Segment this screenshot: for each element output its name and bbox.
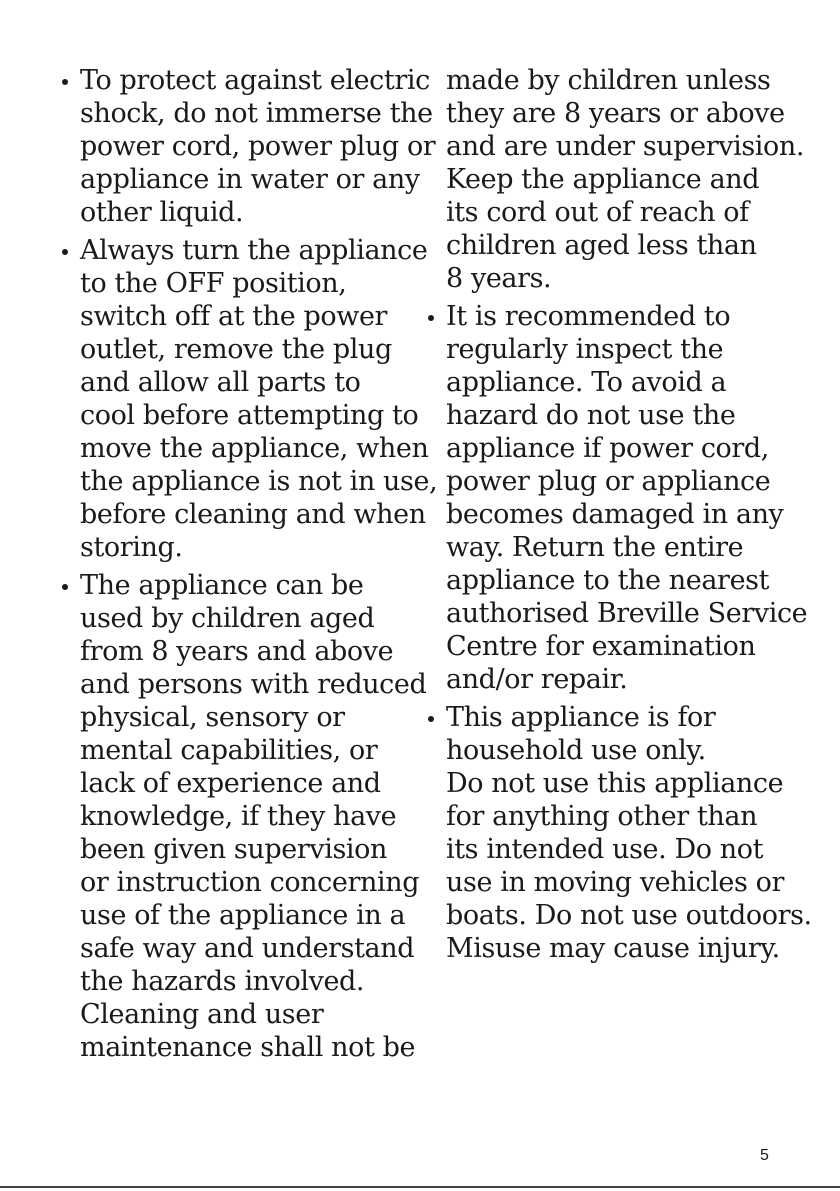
paragraph-line: Cleaning and user — [80, 999, 324, 1030]
bullet-dot — [62, 249, 68, 255]
paragraph-line: lack of experience and — [80, 768, 381, 799]
paragraph-line: cool before attempting to — [80, 400, 419, 431]
page-number: 5 — [760, 1147, 769, 1164]
paragraph-line: regularly inspect the — [446, 334, 724, 365]
paragraph-line: appliance to the nearest — [446, 565, 770, 596]
paragraph-line: used by children aged — [80, 603, 375, 634]
paragraph-line: appliance in water or any — [80, 164, 420, 195]
paragraph-line: before cleaning and when — [80, 499, 426, 530]
paragraph-line: To protect against electric — [80, 65, 430, 96]
paragraph-line: It is recommended to — [446, 301, 731, 332]
bullet-dot — [428, 315, 434, 321]
paragraph-line: use in moving vehicles or — [446, 867, 785, 898]
paragraph-line: and/or repair. — [446, 664, 628, 695]
paragraph-line: made by children unless — [446, 65, 771, 96]
paragraph-line: its intended use. Do not — [446, 834, 764, 865]
paragraph-line: safe way and understand — [80, 933, 415, 964]
paragraph-line: mental capabilities, or — [80, 735, 378, 766]
paragraph-line: The appliance can be — [80, 570, 364, 601]
paragraph-line: household use only. — [446, 735, 706, 766]
paragraph-line: the hazards involved. — [80, 966, 365, 997]
paragraph-line: and allow all parts to — [80, 367, 361, 398]
paragraph-line: for anything other than — [446, 801, 758, 832]
paragraph-line: This appliance is for — [446, 702, 716, 733]
paragraph-line: power plug or appliance — [446, 466, 771, 497]
paragraph-line: shock, do not immerse the — [80, 98, 433, 129]
paragraph-line: authorised Breville Service — [446, 598, 808, 629]
paragraph-line: Centre for examination — [446, 631, 756, 662]
paragraph-line: physical, sensory or — [80, 702, 345, 733]
paragraph-line: and persons with reduced — [80, 669, 427, 700]
paragraph-line: and are under supervision. — [446, 131, 805, 162]
paragraph-line: outlet, remove the plug — [80, 334, 392, 365]
paragraph-line: appliance if power cord, — [446, 433, 769, 464]
paragraph-line: or instruction concerning — [80, 867, 420, 898]
paragraph-line: from 8 years and above — [80, 636, 394, 667]
paragraph-line: 8 years. — [446, 263, 552, 294]
paragraph-line: its cord out of reach of — [446, 197, 749, 228]
paragraph-line: maintenance shall not be — [80, 1032, 416, 1063]
paragraph-line: storing. — [80, 532, 183, 563]
bullet-dot — [62, 79, 68, 85]
bottom-rule — [0, 1186, 840, 1188]
paragraph-line: way. Return the entire — [446, 532, 744, 563]
paragraph-line: knowledge, if they have — [80, 801, 397, 832]
paragraph-line: children aged less than — [446, 230, 757, 261]
bullet-dot — [62, 584, 68, 590]
paragraph-line: Do not use this appliance — [446, 768, 784, 799]
paragraph-line: boats. Do not use outdoors. — [446, 900, 812, 931]
paragraph-line: appliance. To avoid a — [446, 367, 727, 398]
paragraph-line: the appliance is not in use, — [80, 466, 438, 497]
bullet-dot — [428, 716, 434, 722]
paragraph-line: Always turn the appliance — [80, 235, 428, 266]
paragraph-line: move the appliance, when — [80, 433, 429, 464]
paragraph-line: Misuse may cause injury. — [446, 933, 780, 964]
paragraph-line: they are 8 years or above — [446, 98, 785, 129]
paragraph-line: switch off at the power — [80, 301, 388, 332]
paragraph-line: hazard do not use the — [446, 400, 736, 431]
paragraph-line: Keep the appliance and — [446, 164, 760, 195]
paragraph-line: been given supervision — [80, 834, 387, 865]
paragraph-line: to the OFF position, — [80, 268, 347, 299]
paragraph-line: becomes damaged in any — [446, 499, 784, 530]
paragraph-line: use of the appliance in a — [80, 900, 406, 931]
paragraph-line: other liquid. — [80, 197, 244, 228]
paragraph-line: power cord, power plug or — [80, 131, 436, 162]
